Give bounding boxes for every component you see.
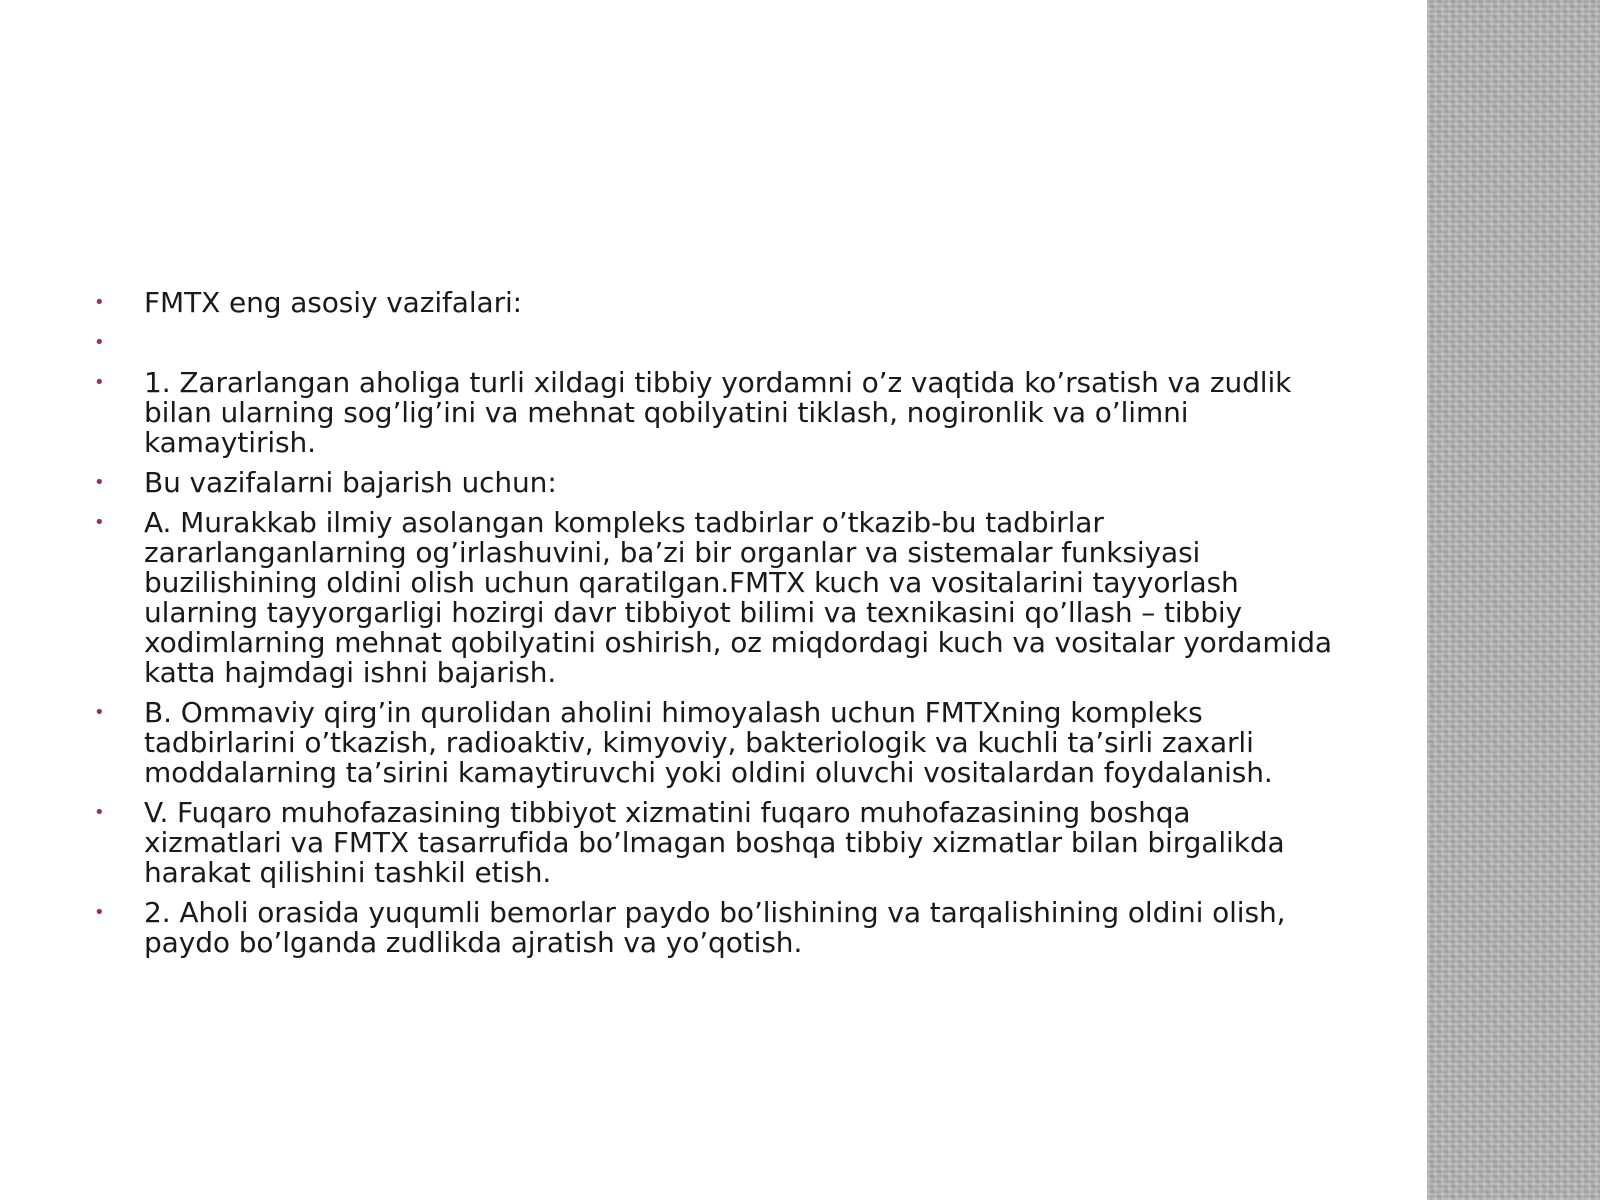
list-item-text: 2. Aholi orasida yuqumli bemorlar paydo bo’lishining va tarqalishining oldini olish, paydo bo’lganda zudlikda ajratish va yo’qotish. [144, 896, 1286, 959]
list-item [92, 328, 1332, 358]
bullet-list [92, 288, 1332, 968]
list-item-text: A. Murakkab ilmiy asolangan kompleks tadbirlar o’tkazib-bu tadbirlar zararlanganlarning og’irlashuvini, ba’zi bir organlar va sistemalar funksiyasi buzilishining oldini olish uchun qaratilgan.FMTX kuch va vositalarini tayyorlash ularning tayyorgarligi hozirgi davr tibbiyot bilimi va texnikasini qo’llash – tibbiy xodimlarning mehnat qobilyatini oshirish, oz miqdordagi kuch va vositalar yordamida katta hajmdagi ishni bajarish. [144, 506, 1332, 689]
list-item-text: 1. Zararlangan aholiga turli xildagi tibbiy yordamni o’z vaqtida ko’rsatish va zudlik bilan ularning sog’lig’ini va mehnat qobilyatini tiklash, nogironlik va o’limni kamaytirish. [144, 366, 1292, 459]
bullet-icon: • [94, 512, 105, 533]
list-item [92, 468, 1332, 498]
list-item-text: V. Fuqaro muhofazasining tibbiyot xizmatini fuqaro muhofazasining boshqa xizmatlari va FMTX tasarrufida bo’lmagan boshqa tibbiy xizmatlar bilan birgalikda harakat qilishini tashkil etish. [144, 796, 1285, 889]
list-item-text: Bu vazifalarni bajarish uchun: [144, 466, 557, 499]
bullet-icon: • [94, 702, 105, 723]
list-item [92, 798, 1332, 888]
bullet-icon: • [94, 332, 105, 353]
list-item-text: FMTX eng asosiy vazifalari: [144, 286, 522, 319]
list-item [92, 288, 1332, 318]
bullet-icon: • [94, 292, 105, 313]
bullet-icon: • [94, 902, 105, 923]
list-item-text: B. Ommaviy qirg’in qurolidan aholini himoyalash uchun FMTXning kompleks tadbirlarini o’tkazish, radioaktiv, kimyoviy, bakteriologik va kuchli ta’sirli zaxarli moddalarning ta’sirini kamaytiruvchi yoki oldini oluvchi vositalardan foydalanish. [144, 696, 1273, 789]
list-item [92, 898, 1332, 958]
list-item [92, 368, 1332, 458]
bullet-icon: • [94, 372, 105, 393]
decorative-side-panel [1427, 0, 1600, 1200]
list-item [92, 698, 1332, 788]
bullet-icon: • [94, 472, 105, 493]
list-item [92, 508, 1332, 688]
bullet-icon: • [94, 802, 105, 823]
